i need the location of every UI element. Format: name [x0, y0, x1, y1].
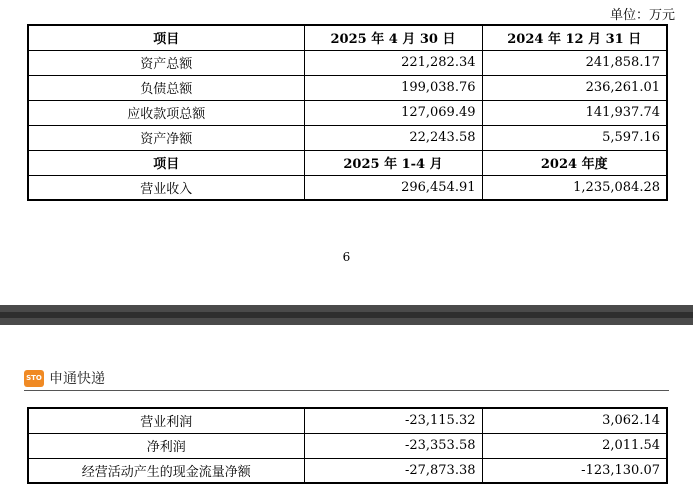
table-row: [28, 75, 667, 100]
table-row: [28, 458, 667, 483]
page-separator-shadow: [0, 312, 693, 318]
cell-value: 2,011.54: [482, 433, 667, 458]
cell-value: 127,069.49: [304, 100, 482, 125]
cell-value: 221,282.34: [304, 50, 482, 75]
cell-value: 5,597.16: [482, 125, 667, 150]
cell-value: 199,038.76: [304, 75, 482, 100]
cell-value: -23,353.58: [304, 433, 482, 458]
row-label: 经营活动产生的现金流量净额: [28, 458, 304, 483]
row-label: 资产总额: [28, 50, 304, 75]
brand-name: 申通快递: [49, 371, 105, 387]
column-header: 2024 年度: [482, 150, 667, 175]
financial-table-bottom: [27, 407, 668, 484]
row-label: 营业收入: [28, 175, 304, 200]
row-label: 负债总额: [28, 75, 304, 100]
table-row: [28, 50, 667, 75]
cell-value: 3,062.14: [482, 408, 667, 433]
table-row: [28, 433, 667, 458]
row-label: 资产净额: [28, 125, 304, 150]
cell-value: -23,115.32: [304, 408, 482, 433]
page-number: 6: [342, 250, 351, 264]
financial-table-top: [27, 24, 668, 201]
table-row: [28, 408, 667, 433]
column-header: 2025 年 4 月 30 日: [304, 25, 482, 50]
column-header: 2024 年 12 月 31 日: [482, 25, 667, 50]
table-header-row: [28, 150, 667, 175]
table-row: [28, 175, 667, 200]
brand-header: [24, 368, 105, 388]
sto-logo-icon: STO: [24, 370, 44, 387]
table-row: [28, 125, 667, 150]
cell-value: 22,243.58: [304, 125, 482, 150]
unit-label: 单位：万元: [609, 8, 675, 23]
row-label: 净利润: [28, 433, 304, 458]
row-label: 营业利润: [28, 408, 304, 433]
column-header: 项目: [28, 25, 304, 50]
table-row: [28, 100, 667, 125]
row-label: 应收款项总额: [28, 100, 304, 125]
cell-value: 141,937.74: [482, 100, 667, 125]
cell-value: 296,454.91: [304, 175, 482, 200]
header-rule: [24, 390, 669, 391]
cell-value: -123,130.07: [482, 458, 667, 483]
cell-value: 1,235,084.28: [482, 175, 667, 200]
cell-value: 236,261.01: [482, 75, 667, 100]
cell-value: -27,873.38: [304, 458, 482, 483]
column-header: 2025 年 1-4 月: [304, 150, 482, 175]
table-header-row: [28, 25, 667, 50]
column-header: 项目: [28, 150, 304, 175]
cell-value: 241,858.17: [482, 50, 667, 75]
